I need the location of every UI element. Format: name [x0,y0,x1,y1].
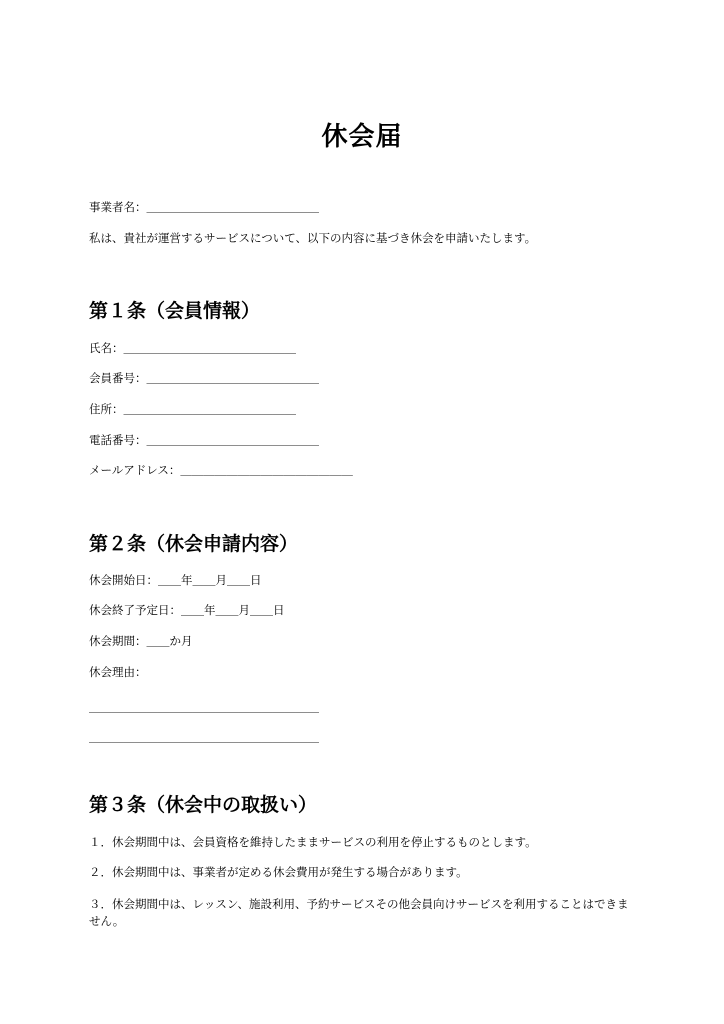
end-date-field: 休会終了予定日：＿＿年＿＿月＿＿日 [89,603,285,617]
article-3-heading: 第３条（休会中の取扱い） [89,794,318,816]
article-1-heading: 第１条（会員情報） [89,300,261,322]
reason-line-2: ＿＿＿＿＿＿＿＿＿＿＿＿＿＿＿＿＿＿＿＿ [89,730,319,744]
start-date-field: 休会開始日：＿＿年＿＿月＿＿日 [89,573,262,587]
phone-field: 電話番号：＿＿＿＿＿＿＿＿＿＿＿＿＿＿＿ [89,433,319,447]
email-field: メールアドレス：＿＿＿＿＿＿＿＿＿＿＿＿＿＿＿ [89,463,353,477]
application-statement: 私は、貴社が運営するサービスについて、以下の内容に基づき休会を申請いたします。 [89,231,537,245]
address-field: 住所：＿＿＿＿＿＿＿＿＿＿＿＿＿＿＿ [89,402,296,416]
period-field: 休会期間：＿＿か月 [89,634,193,648]
member-number-field: 会員番号：＿＿＿＿＿＿＿＿＿＿＿＿＿＿＿ [89,371,319,385]
name-field: 氏名：＿＿＿＿＿＿＿＿＿＿＿＿＿＿＿ [89,341,296,355]
article-3-item-2: ２．休会期間中は、事業者が定める休会費用が発生する場合があります。 [89,865,468,879]
document-title: 休会届 [321,122,403,152]
article-3-item-1: １．休会期間中は、会員資格を維持したままサービスの利用を停止するものとします。 [89,835,537,849]
article-2-heading: 第２条（休会申請内容） [89,533,299,555]
article-3-item-3: ３．休会期間中は、レッスン、施設利用、予約サービスその他会員向けサービスを利用することはできません。 [89,897,629,928]
business-name-field: 事業者名：＿＿＿＿＿＿＿＿＿＿＿＿＿＿＿ [89,200,319,214]
reason-line-1: ＿＿＿＿＿＿＿＿＿＿＿＿＿＿＿＿＿＿＿＿ [89,700,319,714]
reason-label: 休会理由： [89,665,147,679]
